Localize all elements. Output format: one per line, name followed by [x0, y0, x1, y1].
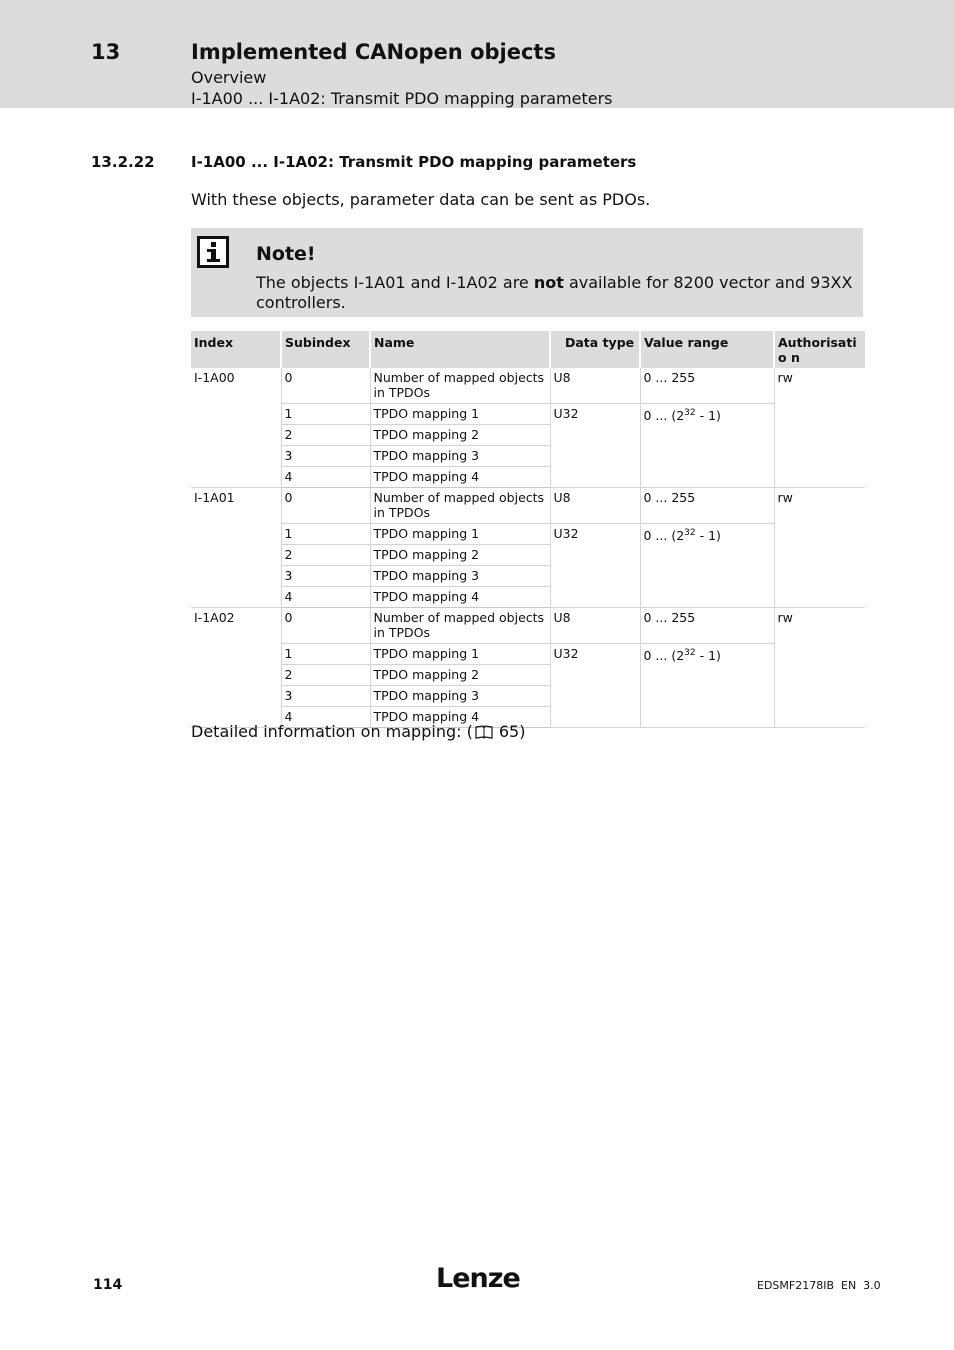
cell-name: TPDO mapping 1 [370, 524, 550, 545]
book-icon [475, 724, 493, 743]
note-text-after: available for 8200 vector and 93XX controllers. [256, 273, 853, 312]
cell-value-range: 0 ... 255 [640, 488, 774, 524]
table-row [191, 644, 865, 665]
cell-value-range: 0 ... 255 [640, 608, 774, 644]
cell-data-type: U8 [550, 608, 640, 644]
cell-subindex: 4 [281, 707, 370, 728]
cell-data-type: U32 [550, 644, 640, 728]
parameter-table [191, 331, 865, 728]
cell-index: I-1A00 [191, 368, 281, 488]
cell-subindex: 0 [281, 608, 370, 644]
cell-value-range [640, 404, 774, 488]
range-exponent: 32 [684, 408, 696, 418]
cell-name: TPDO mapping 4 [370, 467, 550, 488]
page-number: 114 [93, 1277, 123, 1293]
cell-subindex: 4 [281, 587, 370, 608]
range-exponent: 32 [684, 528, 696, 538]
note-box [191, 228, 863, 317]
cell-name: Number of mapped objects in TPDOs [370, 488, 550, 524]
cell-name: Number of mapped objects in TPDOs [370, 368, 550, 404]
cell-subindex: 0 [281, 488, 370, 524]
range-suffix: - 1) [695, 528, 721, 544]
reference-prefix: Detailed information on mapping: ( [191, 722, 473, 741]
header-authorisation: Authorisatio n [774, 331, 865, 368]
cell-name: TPDO mapping 3 [370, 686, 550, 707]
intro-paragraph: With these objects, parameter data can be sent as PDOs. [191, 190, 651, 209]
cell-subindex: 3 [281, 446, 370, 467]
cell-value-range [640, 524, 774, 608]
section-number: 13.2.22 [91, 153, 155, 171]
cell-authorisation: rw [774, 488, 865, 608]
cell-subindex: 3 [281, 566, 370, 587]
cell-subindex: 0 [281, 368, 370, 404]
cell-subindex: 1 [281, 404, 370, 425]
info-icon [197, 236, 229, 268]
cell-name: TPDO mapping 4 [370, 587, 550, 608]
cell-subindex: 3 [281, 686, 370, 707]
cell-value-range [640, 644, 774, 728]
note-text [256, 273, 856, 313]
cell-name: TPDO mapping 2 [370, 425, 550, 446]
range-suffix: - 1) [695, 408, 721, 424]
note-title: Note! [256, 243, 316, 265]
range-prefix: 0 ... (2 [643, 408, 685, 424]
cell-subindex: 1 [281, 524, 370, 545]
range-suffix: - 1) [695, 648, 721, 664]
cell-subindex: 1 [281, 644, 370, 665]
breadcrumb-overview: Overview [191, 68, 267, 87]
cell-data-type: U32 [550, 524, 640, 608]
cell-data-type: U8 [550, 488, 640, 524]
cell-index: I-1A01 [191, 488, 281, 608]
cell-authorisation: rw [774, 368, 865, 488]
range-exponent: 32 [684, 648, 696, 658]
cell-name: Number of mapped objects in TPDOs [370, 608, 550, 644]
table-row [191, 404, 865, 425]
reference-page-link[interactable]: 65 [498, 722, 520, 741]
cell-index: I-1A02 [191, 608, 281, 728]
table-header-row [191, 331, 865, 368]
lenze-logo: Lenze [436, 1263, 520, 1294]
range-prefix: 0 ... (2 [643, 648, 685, 664]
header-name: Name [370, 331, 550, 368]
cell-value-range: 0 ... 255 [640, 368, 774, 404]
chapter-number: 13 [91, 40, 121, 64]
cell-subindex: 2 [281, 665, 370, 686]
mapping-reference [191, 722, 525, 743]
cell-name: TPDO mapping 1 [370, 644, 550, 665]
section-title: I-1A00 ... I-1A02: Transmit PDO mapping parameters [191, 153, 637, 171]
document-id: EDSMF2178IB EN 3.0 [757, 1279, 881, 1292]
cell-authorisation: rw [774, 608, 865, 728]
breadcrumb-section: I-1A00 ... I-1A02: Transmit PDO mapping parameters [191, 89, 613, 108]
cell-name: TPDO mapping 2 [370, 665, 550, 686]
table-row [191, 608, 865, 644]
header-value-range: Value range [640, 331, 774, 368]
cell-data-type: U8 [550, 368, 640, 404]
note-text-bold: not [533, 273, 564, 292]
cell-name: TPDO mapping 4 [370, 707, 550, 728]
cell-name: TPDO mapping 3 [370, 566, 550, 587]
chapter-title: Implemented CANopen objects [191, 40, 556, 64]
cell-subindex: 2 [281, 545, 370, 566]
cell-name: TPDO mapping 2 [370, 545, 550, 566]
table-row [191, 488, 865, 524]
table-row [191, 524, 865, 545]
page-header [0, 0, 954, 108]
cell-data-type: U32 [550, 404, 640, 488]
reference-suffix: ) [519, 722, 526, 741]
cell-subindex: 2 [281, 425, 370, 446]
table-row [191, 368, 865, 404]
cell-subindex: 4 [281, 467, 370, 488]
range-prefix: 0 ... (2 [643, 528, 685, 544]
cell-name: TPDO mapping 1 [370, 404, 550, 425]
note-text-before: The objects I-1A01 and I-1A02 are [256, 273, 534, 292]
header-data-type: Data type [550, 331, 640, 368]
header-subindex: Subindex [281, 331, 370, 368]
header-index: Index [191, 331, 281, 368]
cell-name: TPDO mapping 3 [370, 446, 550, 467]
